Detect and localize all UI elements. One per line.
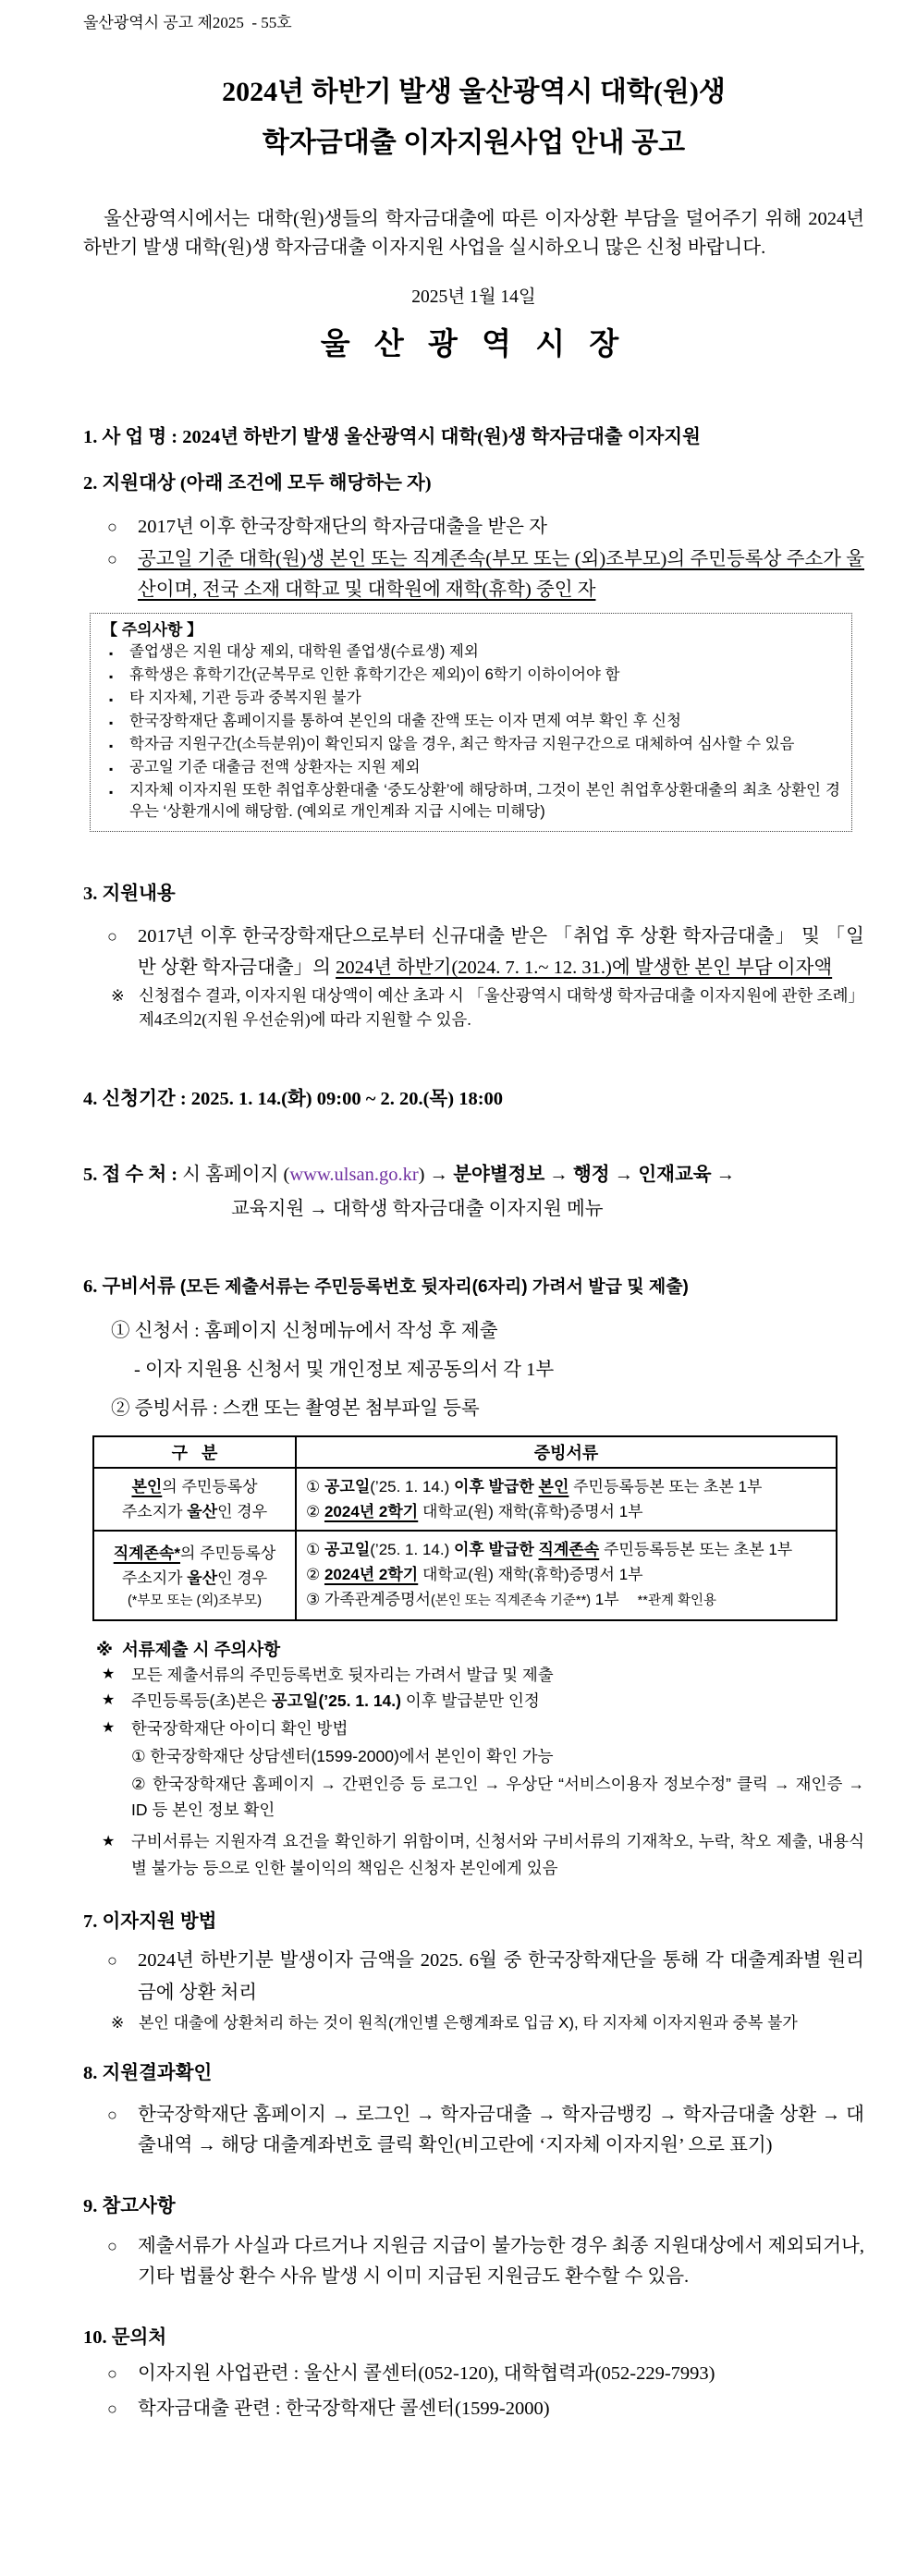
square-bullet: ▪ [109, 647, 114, 660]
circled-number: ① [306, 1541, 324, 1558]
text-segment: 2024년 2학기 [324, 1503, 419, 1520]
section-9-heading: 9. 참고사항 [83, 2196, 176, 2216]
section-6-title: 6. 구비서류 [83, 1276, 180, 1297]
table-header-row [93, 1436, 837, 1468]
budget-note-text: 신청접수 결과, 이자지원 대상액이 예산 초과 시 「울산광역시 대학생 학자금대출 이자지원에 관한 조례」 제4조의2(지원 우선순위)에 따라 지원할 수 있음. [139, 986, 864, 1029]
text-segment: 2024년 2학기 [324, 1566, 419, 1583]
caution-item-text: 한국장학재단 홈페이지를 통하여 본인의 대출 잔액 또는 이자 면제 여부 확인 후 신청 [129, 713, 681, 729]
caution-box-title: 【 주의사항 】 [102, 621, 203, 639]
document-line [306, 1499, 826, 1524]
arrow-separator: → [609, 1165, 639, 1185]
mayor-signature: 울 산 광 역 시 장 [320, 328, 628, 361]
submission-note-3 [102, 1715, 864, 1741]
required-documents-table [92, 1435, 838, 1621]
title-line-2: 학자금대출 이자지원사업 안내 공고 [262, 128, 686, 158]
result-check-item [107, 2100, 864, 2161]
text-segment: 이후 발급분만 인정 [400, 1691, 540, 1710]
section-8-heading: 8. 지원결과확인 [83, 2063, 213, 2083]
square-bullet: ▪ [109, 670, 114, 683]
category-line [98, 1541, 291, 1566]
document-item-1: ① 신청서 : 홈페이지 신청메뉴에서 작성 후 제출 [111, 1321, 498, 1341]
category-cell-lineal [93, 1531, 296, 1620]
caution-item-text: 타 지자체, 기관 등과 중복지원 불가 [129, 690, 361, 706]
section-3-heading: 3. 지원내용 [83, 884, 176, 904]
circled-number: ③ [306, 1591, 324, 1608]
support-content-text [138, 921, 864, 983]
text-segment: (’25. 1. 14.) [370, 1478, 454, 1496]
document-line [306, 1562, 826, 1587]
documents-cell-self [296, 1468, 837, 1531]
caution-item-text: 휴학생은 휴학기간(군복무로 인한 휴학기간은 제외)이 6학기 이하이어야 함 [129, 666, 620, 683]
caution-item [102, 641, 840, 665]
text-segment: 의 주민등록상 [180, 1544, 276, 1562]
circle-bullet: ○ [107, 2237, 117, 2255]
category-line [98, 1474, 291, 1499]
text-segment: 주민등록등(초)본은 [131, 1691, 272, 1710]
document-line [306, 1537, 826, 1562]
menu-path-segment: 인재교육 [638, 1164, 712, 1185]
eligibility-item-2 [107, 544, 864, 605]
text-segment: 의 주민등록상 [162, 1478, 258, 1496]
caution-item-text: 지자체 이자지원 또한 취업후상환대출 ‘중도상환’에 해당하며, 그것이 본인 취업후상환대출의 최초 상환인 경우는 ‘상환개시에 해당함. (예외로 개인계좌 지급 시에는 미해당) [129, 782, 840, 820]
caution-item [102, 665, 840, 688]
repayment-principle-note [111, 2011, 864, 2035]
text-segment: 공고일 [324, 1478, 371, 1496]
section-6-heading [83, 1273, 864, 1301]
section-2-subtitle: (아래 조건에 모두 해당하는 자) [179, 473, 432, 494]
id-check-step-2 [131, 1771, 864, 1823]
circled-number: ② [306, 1566, 324, 1583]
text-segment: 대학교(원) 재학(휴학)증명서 1부 [418, 1503, 643, 1520]
interest-support-method-item [107, 1945, 864, 2009]
text-segment: 주민등록등본 또는 초본 1부 [599, 1541, 793, 1558]
text-segment: 직계존속* [113, 1544, 181, 1562]
text-segment: 이후 발급한 [453, 1478, 539, 1496]
circle-bullet: ○ [107, 1951, 117, 1970]
caution-item [102, 757, 840, 780]
document-title [83, 67, 864, 168]
table-header-category: 구 분 [93, 1436, 296, 1468]
square-bullet: ▪ [109, 693, 114, 706]
arrow-separator: → [544, 1165, 573, 1185]
submission-note-4 [102, 1828, 864, 1882]
circle-bullet: ○ [107, 2364, 117, 2383]
document-item-2: ② 증빙서류 : 스캔 또는 촬영본 첨부파일 등록 [111, 1398, 480, 1419]
circle-bullet: ○ [107, 2106, 117, 2124]
section-2-heading [83, 470, 864, 497]
menu-path-segment: 분야별정보 [453, 1164, 545, 1185]
star-bullet: ★ [102, 1720, 116, 1736]
text-segment: 본인 [131, 1478, 163, 1496]
ref-mark: ※ [96, 1640, 113, 1659]
id-check-step-1 [131, 1743, 864, 1769]
text-segment: (본인 또는 직계존속 기준**) [430, 1593, 592, 1608]
ref-mark: ※ [111, 2014, 125, 2032]
budget-note [111, 983, 864, 1032]
text-segment: 이후 발급한 [453, 1541, 539, 1558]
circle-bullet: ○ [107, 2399, 117, 2418]
table-row-self [93, 1468, 837, 1531]
section-10-heading: 10. 문의처 [83, 2327, 167, 2348]
id-check-step-text: ② 한국장학재단 홈페이지 → 간편인증 등 로그인 → 우상단 “서비스이용자 정보수정” 클릭 → 재인증 → ID 등 본인 정보 확인 [131, 1775, 864, 1819]
notice-number: 울산광역시 공고 제2025 - 55호 [83, 14, 292, 31]
arrow-separator: → [711, 1165, 736, 1185]
interest-support-method-text: 2024년 하반기분 발생이자 금액을 2025. 6월 중 한국장학재단을 통해 각 대출계좌별 원리금에 상환 처리 [138, 1950, 864, 2003]
support-content-item [107, 921, 864, 983]
title-line-1: 2024년 하반기 발생 울산광역시 대학(원)생 [222, 77, 726, 107]
text-segment: 공고일(’25. 1. 14.) [271, 1691, 401, 1710]
caution-item [102, 688, 840, 711]
section-5-label: 5. 접 수 처 : [83, 1165, 183, 1185]
square-bullet: ▪ [109, 716, 114, 729]
text-segment: ) → [418, 1165, 454, 1185]
id-check-step-text: ① 한국장학재단 상담센터(1599-2000)에서 본인이 확인 가능 [131, 1747, 554, 1765]
announcement-date: 2025년 1월 14일 [411, 287, 536, 307]
section-1-heading: 1. 사 업 명 : 2024년 하반기 발생 울산광역시 대학(원)생 학자금대출 이자지원 [83, 427, 701, 447]
section-2-title: 2. 지원대상 [83, 473, 180, 494]
text-segment: 직계존속 [538, 1541, 600, 1558]
text-segment: 인 경우 [217, 1569, 268, 1587]
text-segment: (’25. 1. 14.) [370, 1541, 454, 1558]
circle-bullet: ○ [107, 518, 117, 536]
star-bullet: ★ [102, 1834, 116, 1850]
section-4-heading: 4. 신청기간 : 2025. 1. 14.(화) 09:00 ~ 2. 20.(목) 18:00 [83, 1089, 504, 1109]
category-line [98, 1566, 291, 1591]
repayment-principle-text: 본인 대출에 상환처리 하는 것이 원칙(개인별 은행계좌로 입금 X), 타 지자체 이자지원과 중복 불가 [139, 2014, 798, 2032]
table-header-documents: 증빙서류 [296, 1436, 837, 1468]
star-bullet: ★ [102, 1692, 116, 1708]
eligibility-item-1-text: 2017년 이후 한국장학재단의 학자금대출을 받은 자 [138, 517, 547, 537]
square-bullet: ▪ [109, 786, 114, 799]
contact-item-2-text: 학자금대출 관련 : 한국장학재단 콜센터(1599-2000) [138, 2399, 550, 2419]
text-segment: 시 홈페이지 ( [182, 1165, 290, 1185]
eligibility-item-2-text: 공고일 기준 대학(원)생 본인 또는 직계존속(부모 또는 (외)조부모)의 주민등록상 주소가 울산이며, 전국 소재 대학교 및 대학원에 재학(휴학) 중인 자 [138, 549, 864, 600]
square-bullet: ▪ [109, 739, 114, 752]
submission-note-text [131, 1688, 864, 1714]
square-bullet: ▪ [109, 763, 114, 775]
contact-item-1 [107, 2359, 864, 2389]
document-line [306, 1587, 826, 1614]
section-7-heading: 7. 이자지원 방법 [83, 1911, 217, 1932]
table-row-lineal-ascendant [93, 1531, 837, 1620]
result-check-text: 한국장학재단 홈페이지 → 로그인 → 학자금대출 → 학자금뱅킹 → 학자금대출 상환 → 대출내역 → 해당 대출계좌번호 클릭 확인(비고란에 ‘지자체 이자지원’ 으로 표기) [138, 2105, 864, 2155]
caution-item [102, 711, 840, 734]
section-5-path-line-2: 교육지원 → 대학생 학자금대출 이자지원 메뉴 [231, 1199, 604, 1219]
text-segment: 주민등록등본 또는 초본 1부 [569, 1478, 763, 1496]
document-line [306, 1474, 826, 1499]
star-bullet: ★ [102, 1666, 116, 1682]
submission-note-1 [102, 1662, 864, 1688]
text-segment: 공고일 [324, 1541, 371, 1558]
circled-number: ① [306, 1478, 324, 1496]
circled-number: ② [306, 1503, 324, 1520]
text-segment: 2017년 이후 한국장학재단으로부터 신규대출 받은 「취업 후 상환 학자금대출」 및 「일반 상환 학자금대출」의 [138, 926, 864, 978]
text-segment: 주소지가 [121, 1503, 188, 1520]
section-6-subtitle: (모든 제출서류는 주민등록번호 뒷자리(6자리) 가려서 발급 및 제출) [179, 1277, 689, 1297]
text-segment: 본인 [538, 1478, 569, 1496]
caution-item [102, 734, 840, 757]
contact-item-2 [107, 2394, 864, 2424]
submission-note-text: 한국장학재단 아이디 확인 방법 [131, 1719, 348, 1738]
submission-note-text: 구비서류는 지원자격 요건을 확인하기 위함이며, 신청서와 구비서류의 기재착오, 누락, 착오 제출, 내용식별 불가능 등으로 인한 불이익의 책임은 신청자 본인에게 있음 [131, 1832, 864, 1877]
category-footnote: (*부모 또는 (외)조부모) [127, 1593, 263, 1608]
submission-notes-title: 서류제출 시 주의사항 [122, 1640, 281, 1659]
text-segment: 대학교(원) 재학(휴학)증명서 1부 [418, 1566, 643, 1583]
text-segment: 울산 [187, 1503, 218, 1520]
submission-note-2 [102, 1688, 864, 1714]
submission-note-text: 모든 제출서류의 주민등록번호 뒷자리는 가려서 발급 및 제출 [131, 1666, 554, 1684]
reference-item [107, 2231, 864, 2292]
category-cell-self [93, 1468, 296, 1531]
contact-item-1-text: 이자지원 사업관련 : 울산시 콜센터(052-120), 대학협력과(052-229-7993) [138, 2363, 715, 2384]
underlined-segment: 2024년 하반기(2024. 7. 1.~ 12. 31.)에 발생한 본인 부담 이자액 [336, 958, 833, 978]
text-segment: 울산 [187, 1569, 218, 1587]
text-segment: 주소지가 [121, 1569, 188, 1587]
intro-paragraph: 울산광역시에서는 대학(원)생들의 학자금대출에 따른 이자상환 부담을 덜어주기 위해 2024년 하반기 발생 대학(원)생 학자금대출 이자지원 사업을 실시하오니 많은 신청 바랍니다. [83, 209, 864, 258]
documents-cell-lineal [296, 1531, 837, 1620]
caution-item-text: 졸업생은 지원 대상 제외, 대학원 졸업생(수료생) 제외 [129, 643, 479, 660]
reference-item-text: 제출서류가 사실과 다르거나 지원금 지급이 불가능한 경우 최종 지원대상에서 제외되거나, 기타 법률상 환수 사유 발생 시 이미 지급된 지원금도 환수할 수 있음. [138, 2236, 864, 2287]
circle-bullet: ○ [107, 550, 117, 568]
submission-notes-heading [96, 1638, 864, 1662]
document-item-1-sub: - 이자 지원용 신청서 및 개인정보 제공동의서 각 1부 [134, 1360, 555, 1380]
category-line [98, 1499, 291, 1524]
text-segment: 가족관계증명서 [324, 1591, 431, 1608]
caution-item [102, 780, 840, 823]
caution-item-text: 학자금 지원구간(소득분위)이 확인되지 않을 경우, 최근 학자금 지원구간으로 대체하여 심사할 수 있음 [129, 736, 795, 752]
relation-footnote: **관계 확인용 [637, 1593, 717, 1608]
eligibility-item-1 [107, 512, 864, 543]
section-5-heading [83, 1161, 864, 1189]
caution-box [90, 613, 852, 832]
ref-mark: ※ [111, 986, 125, 1005]
menu-path-segment: 행정 [573, 1164, 610, 1185]
text-segment: 1부 [591, 1591, 619, 1608]
caution-item-text: 공고일 기준 대출금 전액 상환자는 지원 제외 [129, 759, 421, 775]
text-segment: 인 경우 [217, 1503, 268, 1520]
circle-bullet: ○ [107, 927, 117, 946]
ulsan-website-link[interactable]: www.ulsan.go.kr [289, 1165, 419, 1185]
